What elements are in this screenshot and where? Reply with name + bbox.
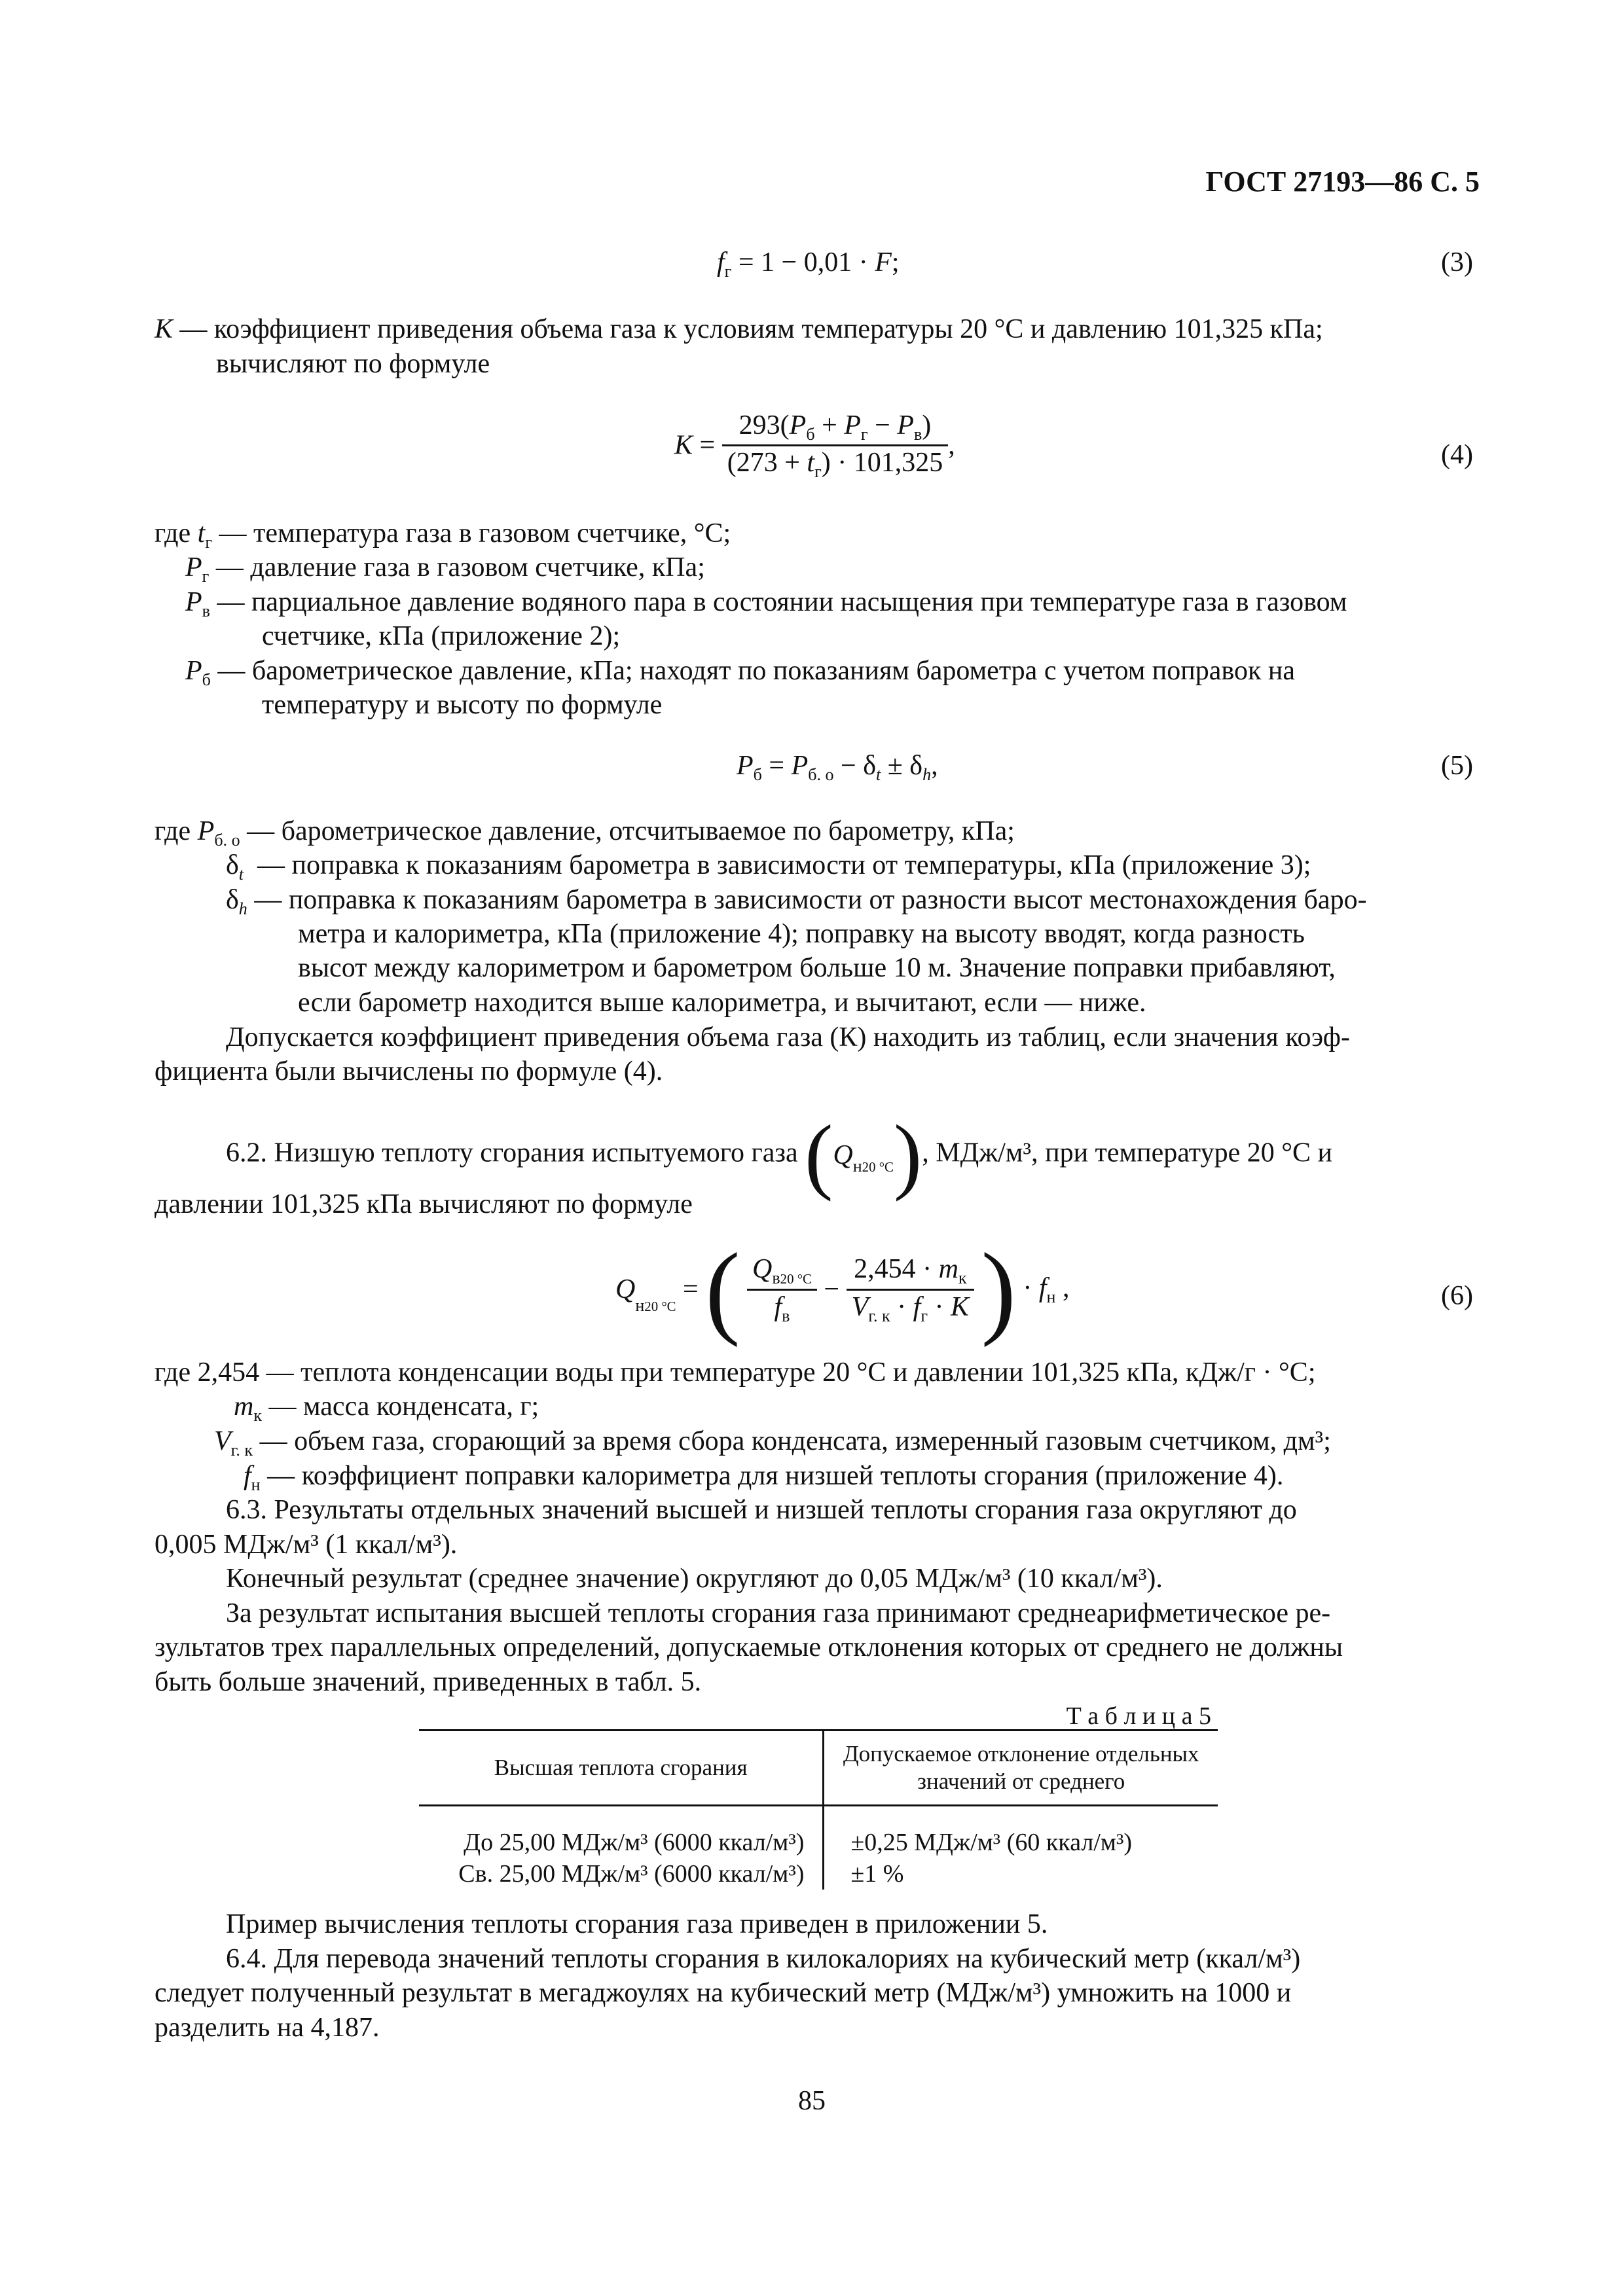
eq4-fraction: $\frac{293(P_б + P_г - P_в)}{(273 + t_г) \cdot 101,325}$ <box>722 409 949 482</box>
eq4-denominator-b: ) · 101,325 <box>821 448 943 478</box>
table-5 <box>419 1729 1218 1890</box>
where-pg: $P_г$ — давление газа в газовом счетчике, кПа; <box>185 552 705 586</box>
var-K: К <box>155 314 173 344</box>
table-header-1: Высшая теплота сгорания <box>419 1731 824 1806</box>
where-2454: где 2,454 — теплота конденсации воды при температуре 20 °С и давлении 101,325 кПа, кДж/г · °С; <box>155 1357 1316 1388</box>
section-6-3-line4: За результат испытания высшей теплоты сгорания газа принимают среднеарифметическое ре- <box>226 1598 1331 1628</box>
where-dh-line2: метра и калориметра, кПа (приложение 4); поправку на высоту вводят, когда разность <box>298 919 1305 949</box>
eq3-body: = 1 − 0,01 · <box>738 247 875 278</box>
equation-number-3: (3) <box>1441 247 1473 278</box>
where-dh-line1: $\delta_h$ — поправка к показаниям барометра в зависимости от разности высот местонахождения баро- <box>226 885 1367 919</box>
where-dh-line4: если барометр находится выше калориметра, и вычитают, если — ниже. <box>298 988 1146 1018</box>
section-6-4-line1: 6.4. Для перевода значений теплоты сгорания в килокалориях на кубический метр (ккал/м³) <box>226 1944 1301 1974</box>
k-definition-line2: вычисляют по формуле <box>216 349 490 379</box>
table-header-2: Допускаемое отклонение отдельных значений от среднего <box>843 1741 1199 1794</box>
where-mk: $m_к$ — масса конденсата, г; <box>234 1391 539 1426</box>
paragraph-k-table-line2: фициента были вычислены по формуле (4). <box>155 1056 663 1086</box>
section-6-3-line1: 6.3. Результаты отдельных значений высшей и низшей теплоты сгорания газа округляют до <box>226 1495 1297 1525</box>
eq6-fraction-2: $\frac{2,454 \cdot m_к}{V_{г. к} \cdot f_г \cdot K}$ <box>847 1253 974 1326</box>
table-row <box>419 1827 1218 1859</box>
equation-number-4: (4) <box>1441 440 1473 470</box>
k-definition-text: коэффициент приведения объема газа к условиям температуры 20 °С и давлению 101,325 кПа; <box>213 314 1323 344</box>
eq6-fraction-1: $\frac{Q_{в20 ^\circ С}}{f_в}$ <box>747 1253 817 1326</box>
where-pbo: где $P_{б. о}$ — барометрическое давление, отсчитываемое по барометру, кПа; <box>155 816 1015 850</box>
table-cell: Св. 25,00 МДж/м³ (6000 ккал/м³) <box>419 1859 824 1890</box>
where-vgk: $V_{г. к}$ — объем газа, сгорающий за время сбора конденсата, измеренный газовым счетчиком, дм³; <box>214 1426 1331 1460</box>
section-6-3-line5: зультатов трех параллельных определений, допускаемые отклонения которых от среднего не должны <box>155 1632 1343 1662</box>
where-pv-line2: счетчике, кПа (приложение 2); <box>262 621 621 651</box>
where-pb-line1: $P_б$ — барометрическое давление, кПа; находят по показаниям барометра с учетом поправок на <box>185 656 1295 690</box>
equation-5: $P_б = P_{б. о} - \delta_t \pm \delta_h$, <box>737 751 938 785</box>
where-pb-line2: температуру и высоту по формуле <box>262 690 663 720</box>
section-6-2-line2: давлении 101,325 кПа вычисляют по формуле <box>155 1189 693 1219</box>
page-number: 85 <box>798 2086 826 2116</box>
where-pv-line1: $P_в$ — парциальное давление водяного пара в состоянии насыщения при температуре газа в газовом <box>185 587 1347 621</box>
var-f: f <box>717 247 725 278</box>
eq4-numerator-const: 293 <box>739 410 780 440</box>
paragraph-k-table-line1: Допускается коэффициент приведения объема газа (К) находить из таблиц, если значения коэф- <box>226 1022 1350 1052</box>
var-F: F <box>875 247 892 278</box>
table-cell: ±0,25 МДж/м³ (60 ккал/м³) <box>850 1829 1133 1856</box>
equation-number-5: (5) <box>1441 751 1473 781</box>
where-fn: $f_н$ — коэффициент поправки калориметра для низшей теплоты сгорания (приложение 4). <box>244 1461 1284 1495</box>
where-dh-line3: высот между калориметром и барометром больше 10 м. Значение поправки прибавляют, <box>298 953 1336 983</box>
table-cell: До 25,00 МДж/м³ (6000 ккал/м³) <box>419 1827 824 1859</box>
table-row <box>419 1859 1218 1890</box>
table-caption: Т а б л и ц а 5 <box>1066 1702 1211 1730</box>
section-6-2-line1: 6.2. Низшую теплоту сгорания испытуемого газа $(Q_{н20 ^\circ С})$, МДж/м³, при температуре 20 °С и <box>226 1108 1333 1202</box>
equation-3: $f_г = 1 - 0,01 \cdot F$; <box>717 247 900 281</box>
example-reference: Пример вычисления теплоты сгорания газа приведен в приложении 5. <box>226 1909 1048 1939</box>
equation-4: K = $\frac{293(P_б + P_г - P_в)}{(273 + t_г) \cdot 101,325}$ , <box>674 410 955 482</box>
section-6-3-line6: быть больше значений, приведенных в табл. 5. <box>155 1667 702 1697</box>
where-tg: где $t_г$ — температура газа в газовом счетчике, °С; <box>155 518 731 552</box>
section-6-4-line2: следует полученный результат в мегаджоулях на кубический метр (МДж/м³) умножить на 1000 и <box>155 1978 1292 2008</box>
equation-number-6: (6) <box>1441 1281 1473 1311</box>
section-6-3-line3: Конечный результат (среднее значение) округляют до 0,05 МДж/м³ (10 ккал/м³). <box>226 1564 1163 1594</box>
where-dt: $\delta_t$ — поправка к показаниям барометра в зависимости от температуры, кПа (приложение 3); <box>226 850 1311 884</box>
section-6-3-line2: 0,005 МДж/м³ (1 ккал/м³). <box>155 1530 458 1560</box>
table-cell: ±1 % <box>850 1859 904 1888</box>
section-6-4-line3: разделить на 4,187. <box>155 2013 380 2043</box>
k-definition-line1: К — коэффициент приведения объема газа к условиям температуры 20 °С и давлению 101,325 кПа; <box>155 314 1323 344</box>
equation-6: $Q_{н20 ^\circ С}$ = ( $\frac{Q_{в20 ^\circ С}}{f_в}$ − $\frac{2,454 \cdot m_к}{V_{г. к} \cdot f_г \cdot K}$ ) · $f_н$ , <box>615 1231 1070 1348</box>
sub-g: г <box>724 262 732 281</box>
page-header: ГОСТ 27193—86 С. 5 <box>1205 166 1480 198</box>
eq4-denominator-a: (273 + <box>727 448 807 478</box>
